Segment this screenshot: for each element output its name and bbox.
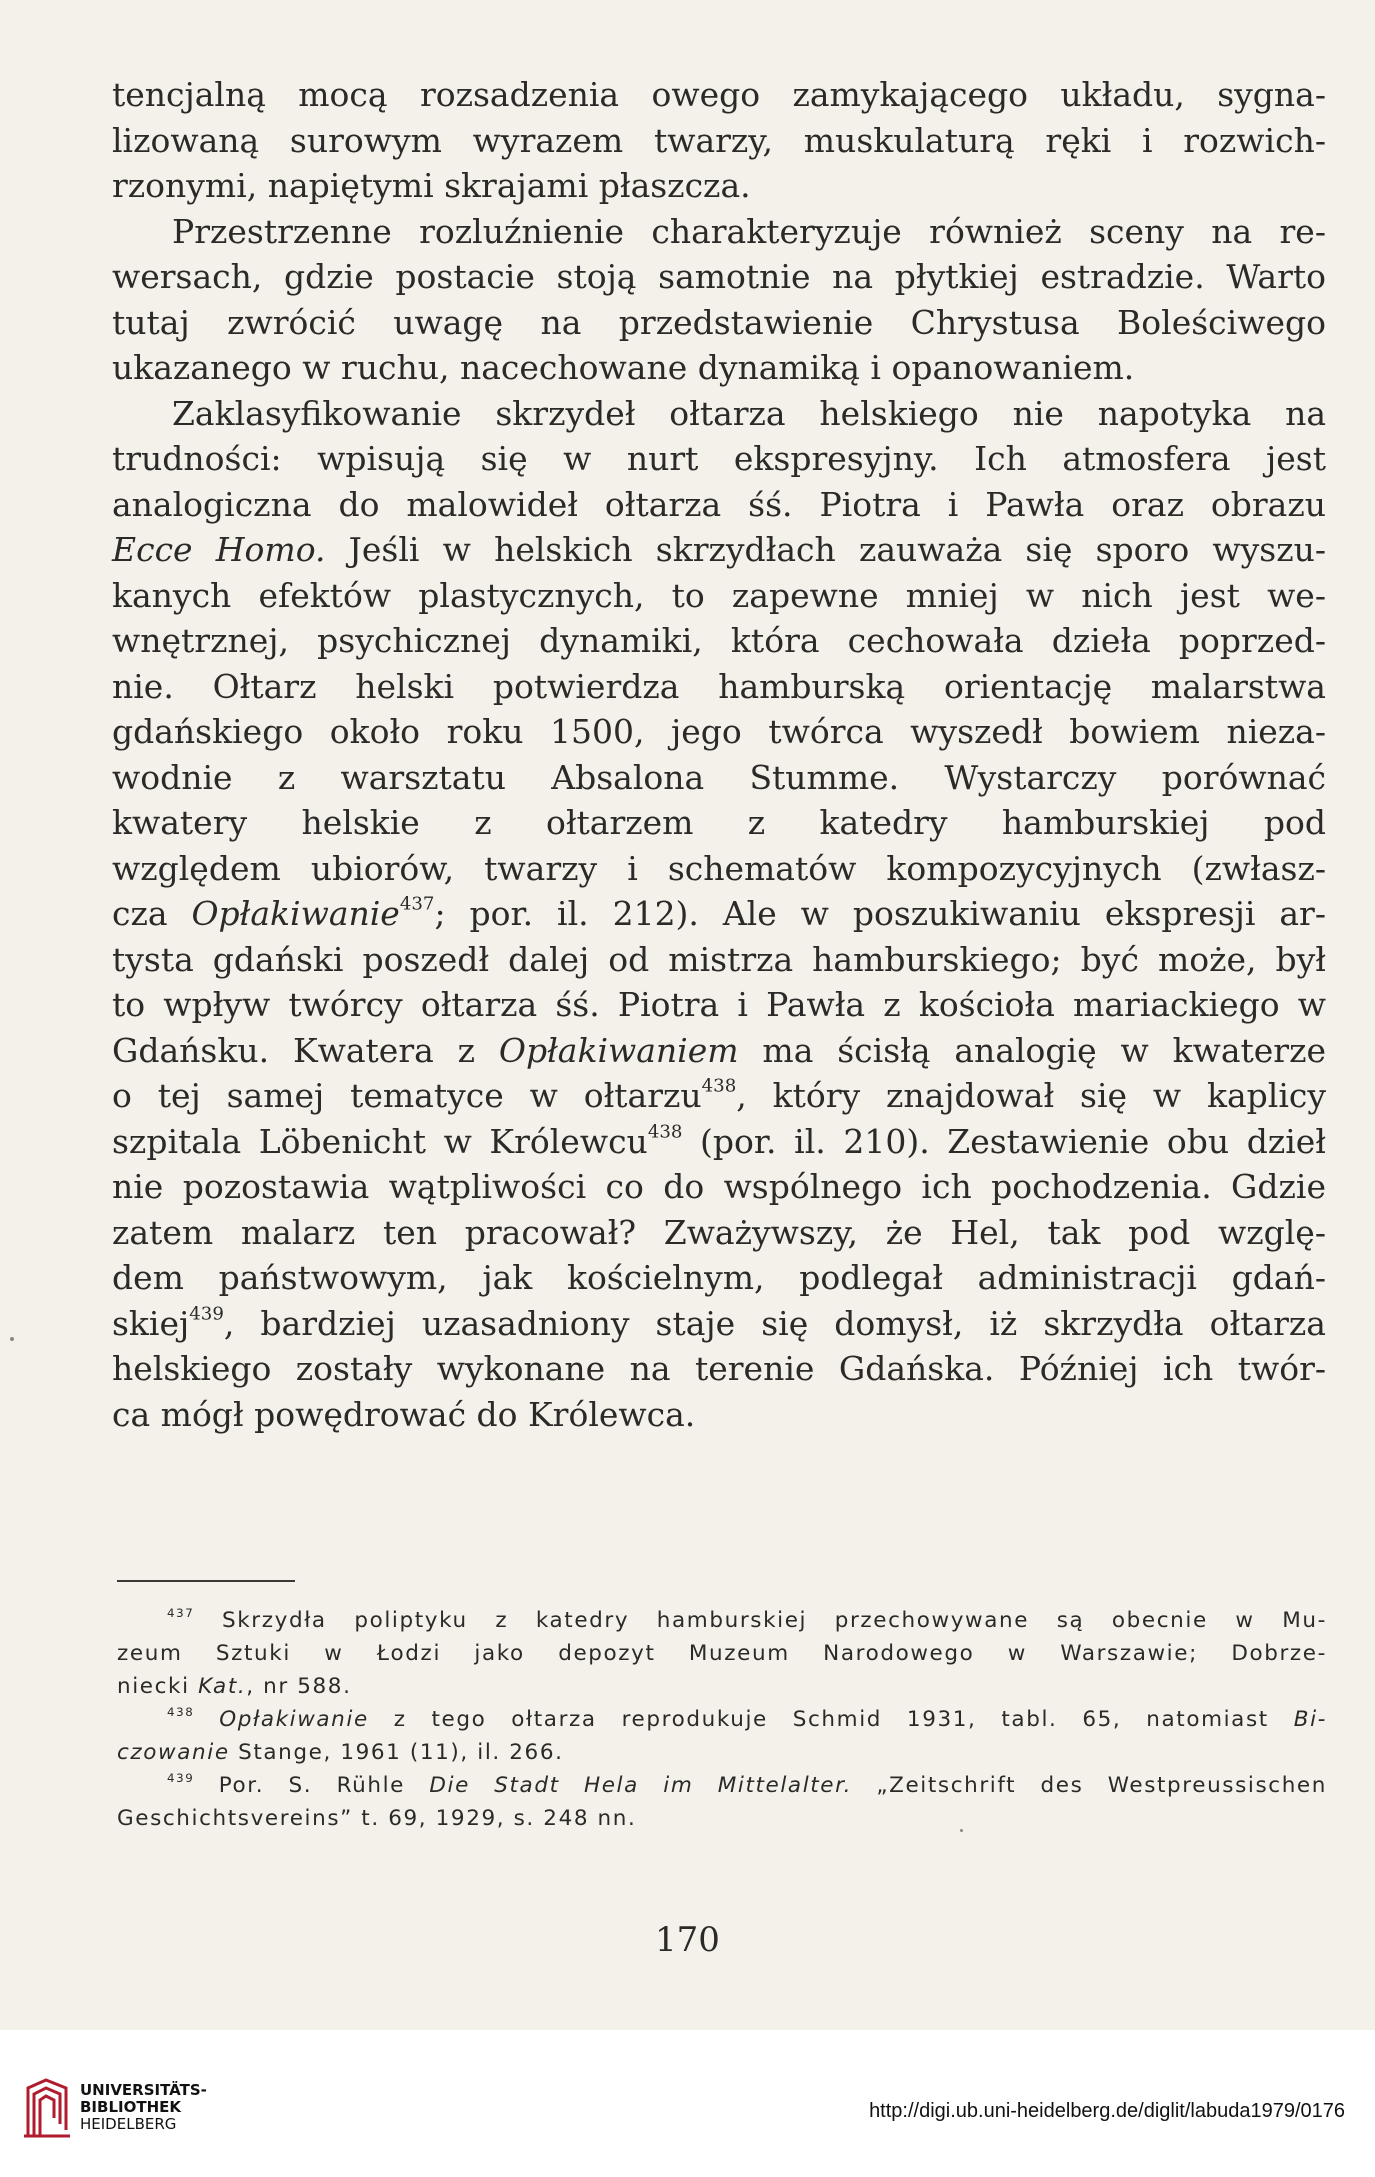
footnote-line [117,1670,1327,1703]
italic-title: Opłakiwanie [191,894,400,933]
footnote-437 [117,1604,1327,1703]
footnote-line [117,1769,1327,1802]
text-line: kanych efektów plastycznych, to zapewne mniej w nich jest we- [112,575,1326,615]
text-span: Jeśli w helskich skrzydłach zauważa się sporo wyszu- [325,530,1326,569]
text-line [112,891,1326,937]
text-line [112,1028,1326,1074]
text-line: ukazanego w ruchu, nacechowane dynamiką i opanowaniem. [112,348,1135,387]
text-line [112,527,1326,573]
text-line: wodnie z warsztatu Absalona Stumme. Wystarczy porównać [112,757,1326,797]
footnote-line: zeum Sztuki w Łodzi jako depozyt Muzeum Narodowego w Warszawie; Dobrze- [117,1641,1327,1666]
text-line: gdańskiego około roku 1500, jego twórca wyszedł bowiem nieza- [112,712,1326,751]
text-line: helskiego zostały wykonane na terenie Gdańska. Później ich twór- [112,1349,1326,1388]
text-span: ma ścisłą analogię w kwaterze [738,1030,1326,1070]
text-line: nie pozostawia wątpliwości co do wspólnego ich pochodzenia. Gdzie [112,1167,1326,1206]
italic-title: Opłakiwaniem [498,1030,739,1070]
text-line: Przestrzenne rozluźnienie charakteryzuje również sceny na re- [172,211,1326,251]
italic-title: Ecce Homo. [112,530,326,569]
footnote-ref: 437 [399,893,435,915]
page-number: 170 [655,1920,720,1960]
footnote-ref: 438 [647,1121,683,1143]
footer-bar [0,2030,1375,2177]
footnote-438 [117,1703,1327,1769]
footnote-number: 439 [167,1770,195,1785]
footnote-number: 438 [167,1704,195,1719]
text-line [112,1119,1326,1165]
text-span: Gdańsku. Kwatera z [112,1030,499,1070]
footnotes [117,1604,1327,1835]
text-line: trudności: wpisują się w nurt ekspresyjny. Ich atmosfera jest [112,439,1326,478]
text-line: tysta gdański poszedł dalej od mistrza hamburskiego; być może, był [112,939,1326,979]
body-text [112,72,1326,1437]
library-name-line: UNIVERSITÄTS- [80,2081,207,2099]
text-span: Stange, 1961 (11), il. 266. [229,1740,564,1765]
text-span: szpitala Löbenicht w Królewcu [112,1121,648,1161]
footnote-line [117,1736,1327,1769]
text-line: to wpływ twórcy ołtarza śś. Piotra i Pawła z kościoła mariackiego w [112,985,1326,1024]
text-span: skiej [112,1303,190,1343]
text-line: nie. Ołtarz helski potwierdza hamburską orientację malarstwa [112,666,1326,706]
text-span: „Zeitschrift des Westpreussischen [852,1773,1327,1798]
text-span: niecki [117,1674,199,1699]
text-line [112,1301,1326,1347]
footnote-line: Geschichtsvereins” t. 69, 1929, s. 248 nn. [117,1806,637,1831]
footnote-ref: 438 [701,1075,737,1097]
text-line: analogiczna do malowideł ołtarza śś. Piotra i Pawła oraz obrazu [112,484,1326,524]
text-line: dem państwowym, jak kościelnym, podlegał administracji gdań- [112,1258,1326,1297]
scan-speck [960,1829,963,1832]
footnote-line [117,1703,1327,1736]
library-name [80,2082,207,2133]
library-name-line: HEIDELBERG [80,2115,177,2133]
text-line: tencjalną mocą rozsadzenia owego zamykającego układu, sygna- [112,75,1326,114]
text-line: Zaklasyfikowanie skrzydeł ołtarza helskiego nie napotyka na [172,393,1326,433]
text-span: ; por. il. 212). Ale w poszukiwaniu ekspresji ar- [434,894,1326,933]
text-span: , bardziej uzasadniony staje się domysł, iż skrzydła ołtarza [223,1303,1326,1343]
text-span: , nr 588. [246,1674,352,1699]
text-span: Skrzydła poliptyku z katedry hamburskiej przechowywane są obecnie w Mu- [222,1608,1327,1633]
text-line [112,1073,1326,1119]
italic-title: Kat. [198,1674,247,1699]
text-line: ca mógł powędrować do Królewca. [112,1394,696,1434]
text-span: o tej samej tematyce w ołtarzu [112,1076,702,1115]
text-line: lizowaną surowym wyrazem twarzy, muskulaturą ręki i rozwich- [112,120,1326,160]
text-line: względem ubiorów, twarzy i schematów kompozycyjnych (zwłasz- [112,848,1326,888]
footnote-line [117,1604,1327,1637]
ub-heidelberg-logo-icon[interactable] [22,2078,72,2140]
text-line: rzonymi, napiętymi skrajami płaszcza. [112,166,751,205]
text-line: kwatery helskie z ołtarzem z katedry hamburskiej pod [112,803,1326,842]
italic-title: Die Stadt Hela im Mittelalter. [429,1773,853,1798]
footnote-divider [117,1580,295,1582]
library-name-line: BIBLIOTHEK [80,2098,181,2116]
text-line: zatem malarz ten pracował? Zważywszy, że Hel, tak pod wzglę- [112,1212,1326,1252]
footnote-number: 437 [167,1605,195,1620]
text-span: Por. S. Rühle [218,1773,430,1798]
source-url-link[interactable]: http://digi.ub.uni-heidelberg.de/diglit/labuda1979/0176 [869,2100,1345,2122]
text-line: wnętrznej, psychicznej dynamiki, która cechowała dzieła poprzed- [112,621,1326,660]
text-line: tutaj zwrócić uwagę na przedstawienie Chrystusa Boleściwego [112,302,1326,342]
italic-title: Opłakiwanie [219,1707,369,1732]
text-span: z tego ołtarza reprodukuje Schmid 1931, tabl. 65, natomiast [368,1707,1294,1732]
text-line: wersach, gdzie postacie stoją samotnie na płytkiej estradzie. Warto [112,257,1326,296]
text-span: cza [112,894,192,933]
italic-title: czowanie [117,1740,230,1765]
footnote-ref: 439 [189,1303,224,1325]
italic-title: Bi- [1293,1707,1327,1732]
text-span: (por. il. 210). Zestawienie obu dzieł [682,1121,1327,1161]
scan-speck [10,1337,14,1341]
footnote-439 [117,1769,1327,1835]
text-span: , który znajdował się w kaplicy [736,1076,1326,1115]
